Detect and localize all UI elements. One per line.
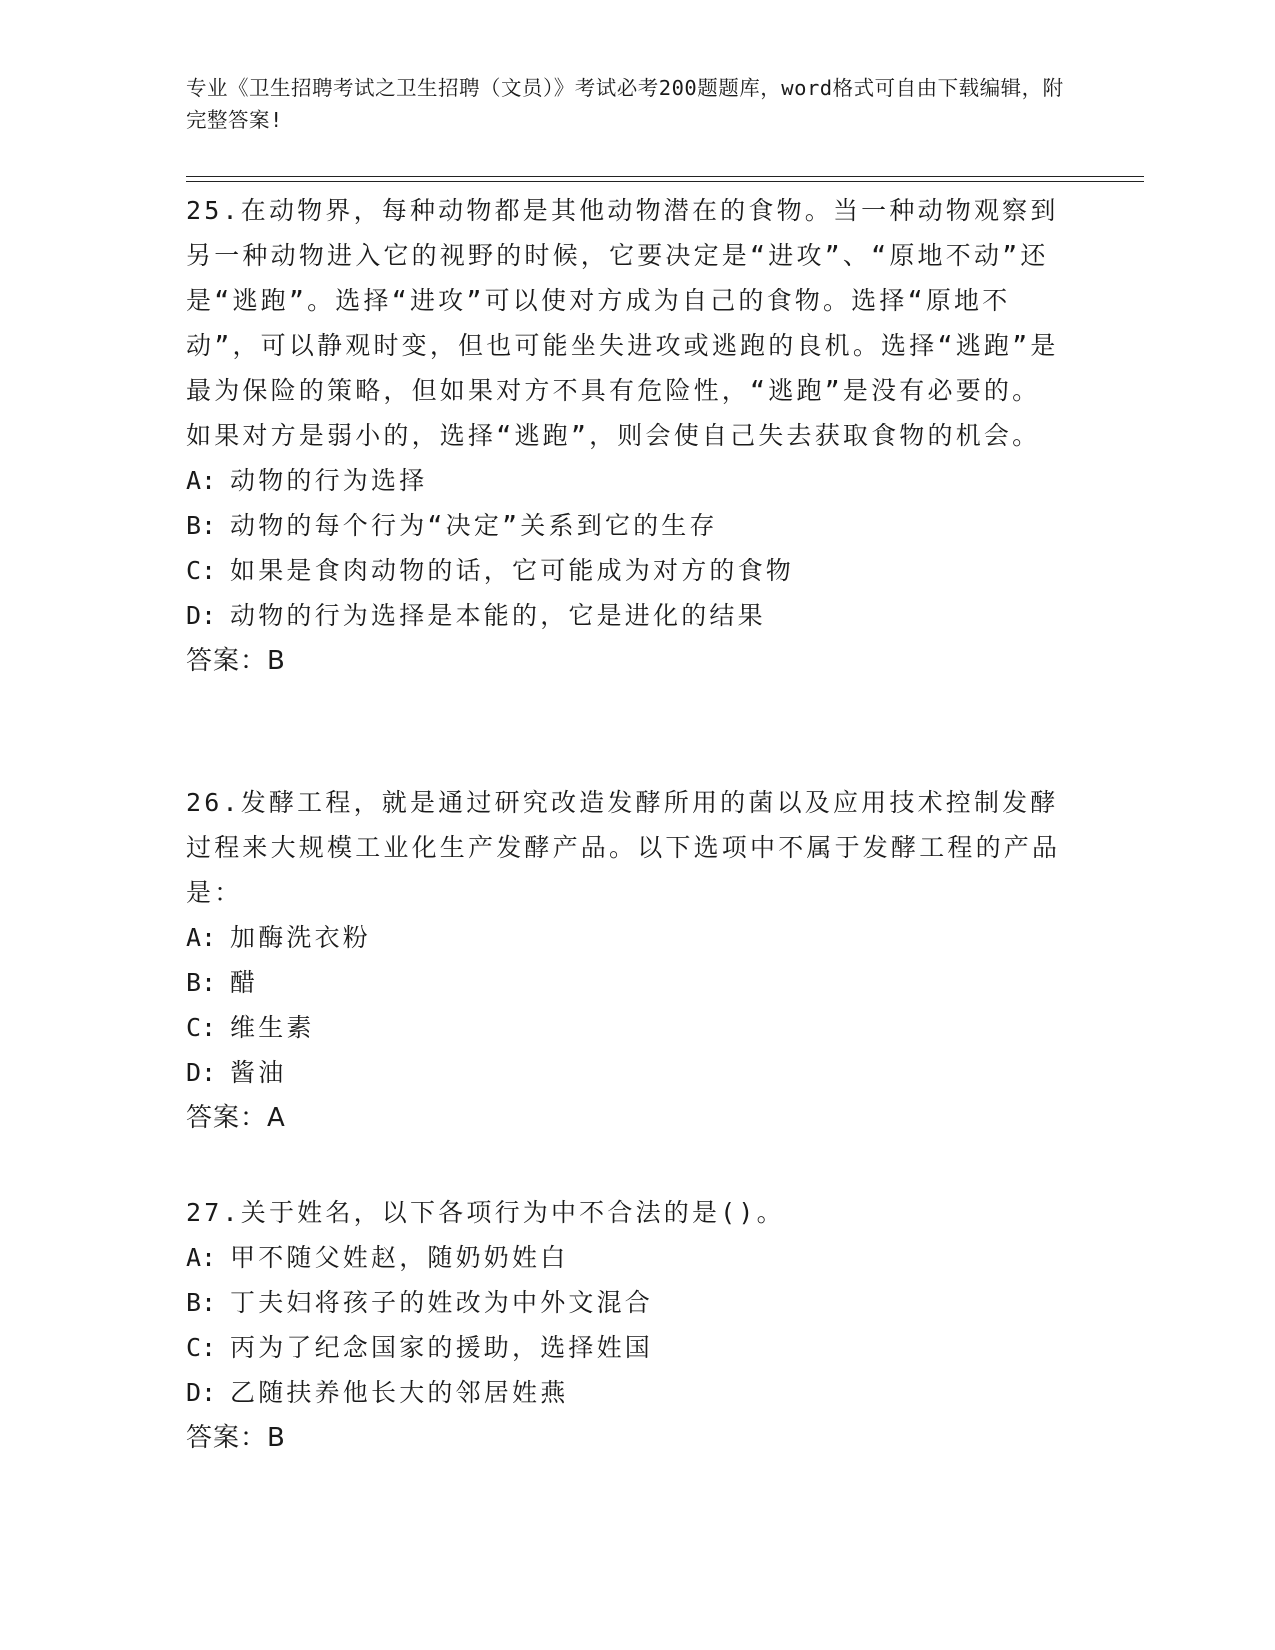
- option-text: 动物的行为选择: [230, 466, 428, 495]
- question-stem: [186, 1190, 1066, 1235]
- option-text: 动物的行为选择是本能的，它是进化的结果: [230, 601, 766, 630]
- option-text: 维生素: [230, 1013, 315, 1042]
- option-c: [186, 1005, 1086, 1050]
- option-a: [186, 915, 1086, 960]
- option-text: 醋: [230, 968, 259, 997]
- question-27: [186, 1190, 1086, 1461]
- option-b: [186, 960, 1086, 1005]
- document-header-note: 专业《卫生招聘考试之卫生招聘（文员）》考试必考200题题库，word格式可自由下载编辑，附完整答案!: [186, 76, 1064, 132]
- option-text: 丙为了纪念国家的援助，选择姓国: [230, 1333, 654, 1362]
- option-key: C:: [186, 556, 217, 585]
- option-text: 如果是食肉动物的话，它可能成为对方的食物: [230, 556, 795, 585]
- question-number: 25.: [186, 196, 241, 225]
- option-c: [186, 1325, 1086, 1370]
- option-key: D:: [186, 1058, 217, 1087]
- option-text: 酱油: [230, 1058, 287, 1087]
- question-stem: [186, 188, 1066, 458]
- question-text: 发酵工程，就是通过研究改造发酵所用的菌以及应用技术控制发酵过程来大规模工业化生产发酵产品。以下选项中不属于发酵工程的产品是：: [186, 788, 1061, 907]
- option-key: A:: [186, 466, 217, 495]
- question-text: 在动物界，每种动物都是其他动物潜在的食物。当一种动物观察到另一种动物进入它的视野的时候，它要决定是“进攻”、“原地不动”还是“逃跑”。选择“进攻”可以使对方成为自己的食物。选择“原地不动”，可以静观时变，但也可能坐失进攻或逃跑的良机。选择“逃跑”是最为保险的策略，但如果对方不具有危险性，“逃跑”是没有必要的。如果对方是弱小的，选择“逃跑”，则会使自己失去获取食物的机会。: [186, 196, 1059, 450]
- option-key: D:: [186, 601, 217, 630]
- option-key: C:: [186, 1333, 217, 1362]
- answer-line: 答案：A: [186, 1103, 286, 1133]
- option-b: [186, 503, 1086, 548]
- option-key: B:: [186, 1288, 217, 1317]
- question-stem: [186, 780, 1066, 915]
- option-key: D:: [186, 1378, 217, 1407]
- option-text: 乙随扶养他长大的邻居姓燕: [230, 1378, 569, 1407]
- option-text: 加酶洗衣粉: [230, 923, 372, 952]
- option-a: [186, 458, 1086, 503]
- option-key: B:: [186, 968, 217, 997]
- header-divider-top: [186, 176, 1144, 177]
- option-key: A:: [186, 923, 217, 952]
- option-text: 动物的每个行为“决定”关系到它的生存: [230, 511, 718, 540]
- option-d: [186, 593, 1086, 638]
- option-text: 丁夫妇将孩子的姓改为中外文混合: [230, 1288, 654, 1317]
- option-text: 甲不随父姓赵，随奶奶姓白: [230, 1243, 569, 1272]
- question-number: 27.: [186, 1198, 241, 1227]
- option-key: A:: [186, 1243, 217, 1272]
- option-key: B:: [186, 511, 217, 540]
- answer-line: 答案：B: [186, 1423, 286, 1453]
- header-divider-bottom: [186, 181, 1144, 182]
- option-b: [186, 1280, 1086, 1325]
- option-c: [186, 548, 1086, 593]
- answer-line: 答案：B: [186, 646, 286, 676]
- question-number: 26.: [186, 788, 241, 817]
- option-d: [186, 1370, 1086, 1415]
- question-text: 关于姓名，以下各项行为中不合法的是()。: [240, 1198, 785, 1227]
- question-25: [186, 188, 1086, 684]
- option-d: [186, 1050, 1086, 1095]
- question-26: [186, 780, 1086, 1141]
- option-a: [186, 1235, 1086, 1280]
- option-key: C:: [186, 1013, 217, 1042]
